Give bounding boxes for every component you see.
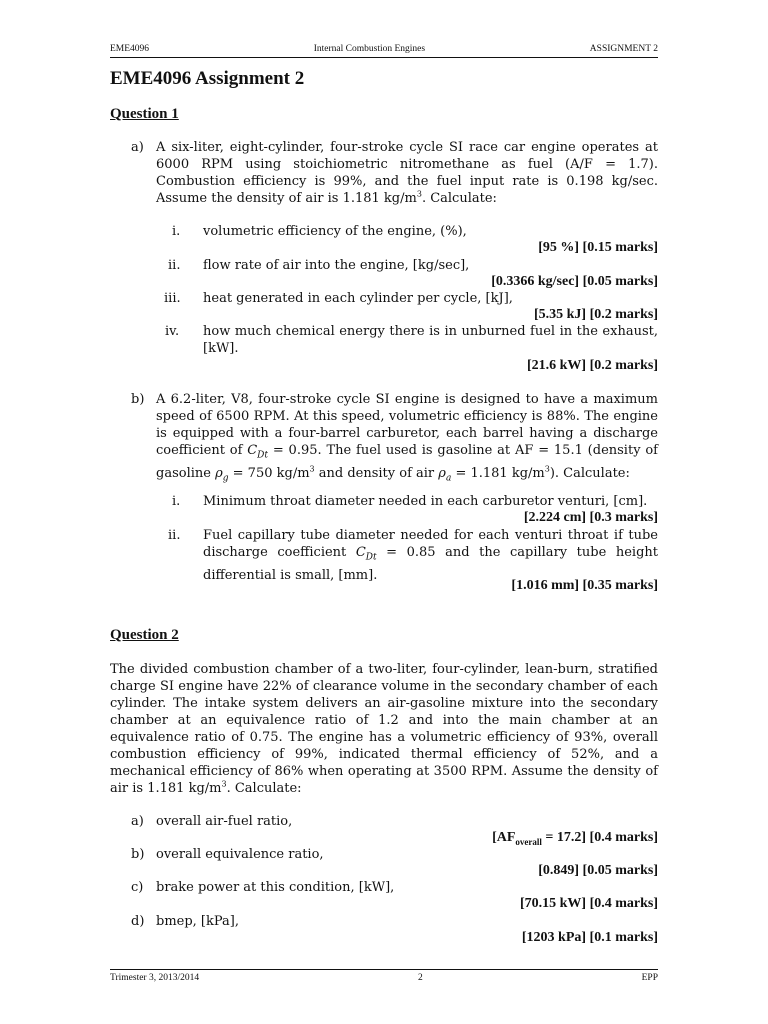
question-2-item-label: c) [131,880,144,895]
part-a-item-number: ii. [168,258,181,273]
part-a-item-answer: [0.3366 kg/sec] [0.05 marks] [491,274,658,289]
part-a-text: A six-liter, eight-cylinder, four-stroke cycle SI race car engine operates at 6000 RPM using stoichiometric nitromethane as fuel (A/F = 1.7). Combustion efficiency is 99%, and the fuel input rate is 0.198 kg/sec. Assume the density of air is 1.181 $kg/m^3$. Calculate: [156,140,658,206]
part-a-label: a) [131,140,144,155]
header-course-name: Internal Combustion Engines [313,44,426,54]
part-a-item-answer: [95 %] [0.15 marks] [538,240,658,255]
question-2-item-answer: [0.849] [0.05 marks] [538,863,658,878]
footer-initials: EPP [641,973,658,983]
part-b-item-number: ii. [168,528,181,543]
part-b-text: A 6.2-liter, V8, four-stroke cycle SI engine is designed to have a maximum speed of 6500 RPM. At this speed, volumetric efficiency is 88%. The engine is equipped with a four-barrel carburetor, each barrel having a discharge coefficient of $C_{Dt} = 0.95$. The fuel used is gasoline at AF = 15.1 (density of gasoline $\rho_g = 750$ $kg/m^3$ and density of air $\rho_a = 1.181$ $kg/m^3$). Calculate: [156,392,658,484]
footer-page-number: 2 [417,973,423,983]
question-2-item-label: a) [131,814,144,829]
question-2-text: The divided combustion chamber of a two-liter, four-cylinder, lean-burn, stratified charge SI engine have 22% of clearance volume in the secondary chamber of each cylinder. The intake system delivers an air-gasoline mixture into the secondary chamber at an equivalence ratio of 1.2 and into the main chamber at an equivalence ratio of 0.75. The engine has a volumetric efficiency of 93%, overall combustion efficiency of 99%, indicated thermal efficiency of 52%, and a mechanical efficiency of 86% when operating at 3500 RPM. Assume the density of air is 1.181 $kg/m^3$. Calculate: [110,662,658,796]
question-2-item-answer: $[AF_{overall} = 17.2]$ [0.4 marks] [492,830,658,847]
part-b-item-text: Minimum throat diameter needed in each carburetor venturi, [cm]. [203,494,648,509]
part-b-item-number: i. [172,494,181,509]
question-2-item-label: b) [131,847,145,862]
part-a-item-text: flow rate of air into the engine, [kg/sec], [203,258,470,273]
question-1-heading: Question 1 [110,106,179,122]
question-2-item-answer: [1203 kPa] [0.1 marks] [521,930,658,945]
page-footer [110,969,658,983]
part-a-item-answer: [5.35 kJ] [0.2 marks] [533,307,658,322]
part-a-item-text: volumetric efficiency of the engine, (%), [203,224,467,239]
header-course-code: EME4096 [110,44,150,54]
question-2-item-text: brake power at this condition, [kW], [156,880,395,895]
header-assignment: ASSIGNMENT 2 [589,44,658,54]
question-2-item-text: overall equivalence ratio, [156,847,324,862]
question-2-heading: Question 2 [110,627,179,643]
question-2-item-answer: [70.15 kW] [0.4 marks] [519,896,658,911]
part-a-item-number: iii. [164,291,181,306]
question-2-item-text: bmep, [kPa], [156,914,239,929]
part-a-item-text: heat generated in each cylinder per cycle, [kJ], [203,291,513,306]
part-a-item-text: how much chemical energy there is in unburned fuel in the exhaust, [kW]. [203,324,658,356]
question-2-item-text: overall air-fuel ratio, [156,814,293,829]
document-title: EME4096 Assignment 2 [110,68,305,89]
page-header [110,44,658,58]
part-a-item-number: iv. [165,324,180,339]
part-a-item-answer: [21.6 kW] [0.2 marks] [526,358,658,373]
part-b-label: b) [131,392,145,407]
part-b-item-answer: [1.016 mm] [0.35 marks] [511,578,658,593]
part-b-item-answer: [2.224 cm] [0.3 marks] [523,510,658,525]
part-a-item-number: i. [172,224,181,239]
footer-trimester: Trimester 3, 2013/2014 [110,973,200,983]
part-b-item-text: Fuel capillary tube diameter needed for each venturi throat if tube discharge coefficient $C_{Dt} = 0.85$ and the capillary tube height differential is small, [mm]. [203,528,658,583]
question-2-item-label: d) [131,914,145,929]
